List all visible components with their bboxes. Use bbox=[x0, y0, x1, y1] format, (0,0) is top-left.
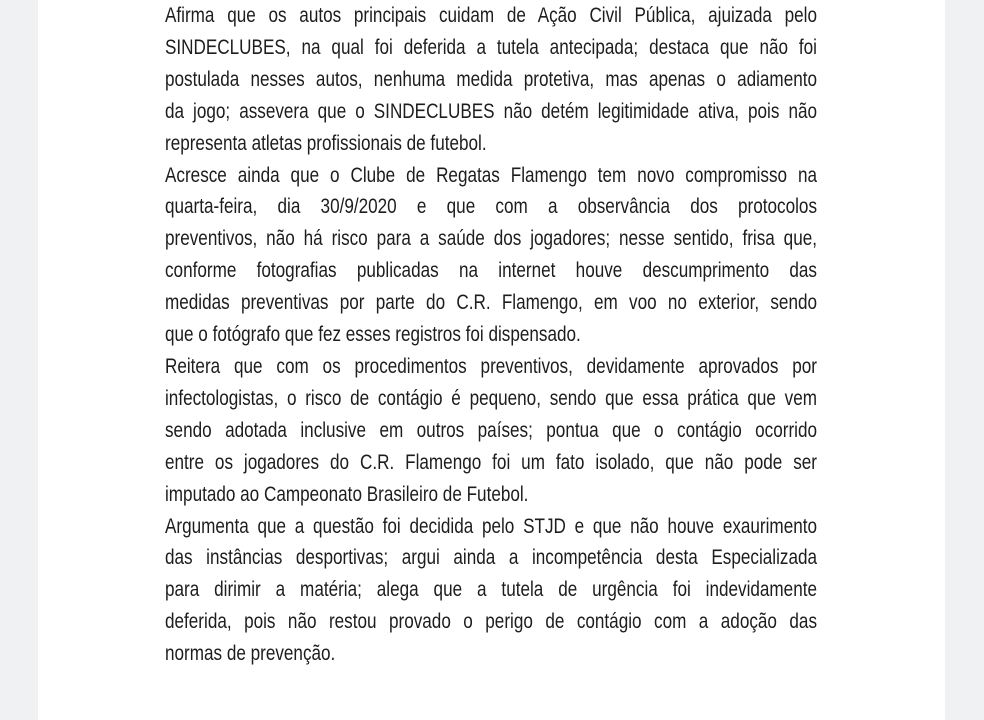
text-line: normas de prevenção. bbox=[165, 642, 336, 666]
text-line: postulada nesses autos, nenhuma medida protetiva, mas apenas o adiamento bbox=[165, 67, 817, 91]
text-line: conforme fotografias publicadas na internet houve descumprimento das bbox=[165, 259, 817, 283]
page-gutter-left bbox=[0, 0, 38, 720]
text-line: Argumenta que a questão foi decidida pelo STJD e que não houve exaurimento bbox=[165, 514, 817, 538]
text-line: sendo adotada inclusive em outros países; pontua que o contágio ocorrido bbox=[165, 418, 817, 442]
page-gutter-right bbox=[945, 0, 984, 720]
text-line: Afirma que os autos principais cuidam de Ação Civil Pública, ajuizada pelo bbox=[165, 4, 817, 27]
text-line: infectologistas, o risco de contágio é pequeno, sendo que essa prática que vem bbox=[165, 386, 817, 410]
text-line: para dirimir a matéria; alega que a tutela de urgência foi indevidamente bbox=[165, 578, 817, 602]
text-line: que o fotógrafo que fez esses registros foi dispensado. bbox=[165, 323, 581, 347]
text-line: SINDECLUBES, na qual foi deferida a tutela antecipada; destaca que não foi bbox=[165, 35, 817, 59]
text-line: preventivos, não há risco para a saúde dos jogadores; nesse sentido, frisa que, bbox=[165, 227, 817, 251]
text-line: Reitera que com os procedimentos preventivos, devidamente aprovados por bbox=[165, 354, 817, 378]
text-line: entre os jogadores do C.R. Flamengo foi um fato isolado, que não pode ser bbox=[165, 450, 817, 474]
text-line: imputado ao Campeonato Brasileiro de Futebol. bbox=[165, 482, 529, 506]
document-text-block bbox=[165, 0, 817, 670]
paragraph bbox=[165, 511, 817, 671]
text-line: medidas preventivas por parte do C.R. Flamengo, em voo no exterior, sendo bbox=[165, 291, 817, 315]
text-line: das instâncias desportivas; argui ainda a incompetência desta Especializada bbox=[165, 546, 817, 570]
document-page bbox=[38, 0, 945, 720]
text-line: deferida, pois não restou provado o perigo de contágio com a adoção das bbox=[165, 610, 817, 634]
text-line: da jogo; assevera que o SINDECLUBES não detém legitimidade ativa, pois não bbox=[165, 99, 817, 123]
text-line: quarta-feira, dia 30/9/2020 e que com a observância dos protocolos bbox=[165, 195, 817, 219]
paragraph bbox=[165, 0, 817, 160]
text-line: Acresce ainda que o Clube de Regatas Flamengo tem novo compromisso na bbox=[165, 163, 817, 187]
text-line: representa atletas profissionais de futebol. bbox=[165, 131, 487, 155]
paragraph bbox=[165, 351, 817, 511]
paragraph bbox=[165, 160, 817, 351]
